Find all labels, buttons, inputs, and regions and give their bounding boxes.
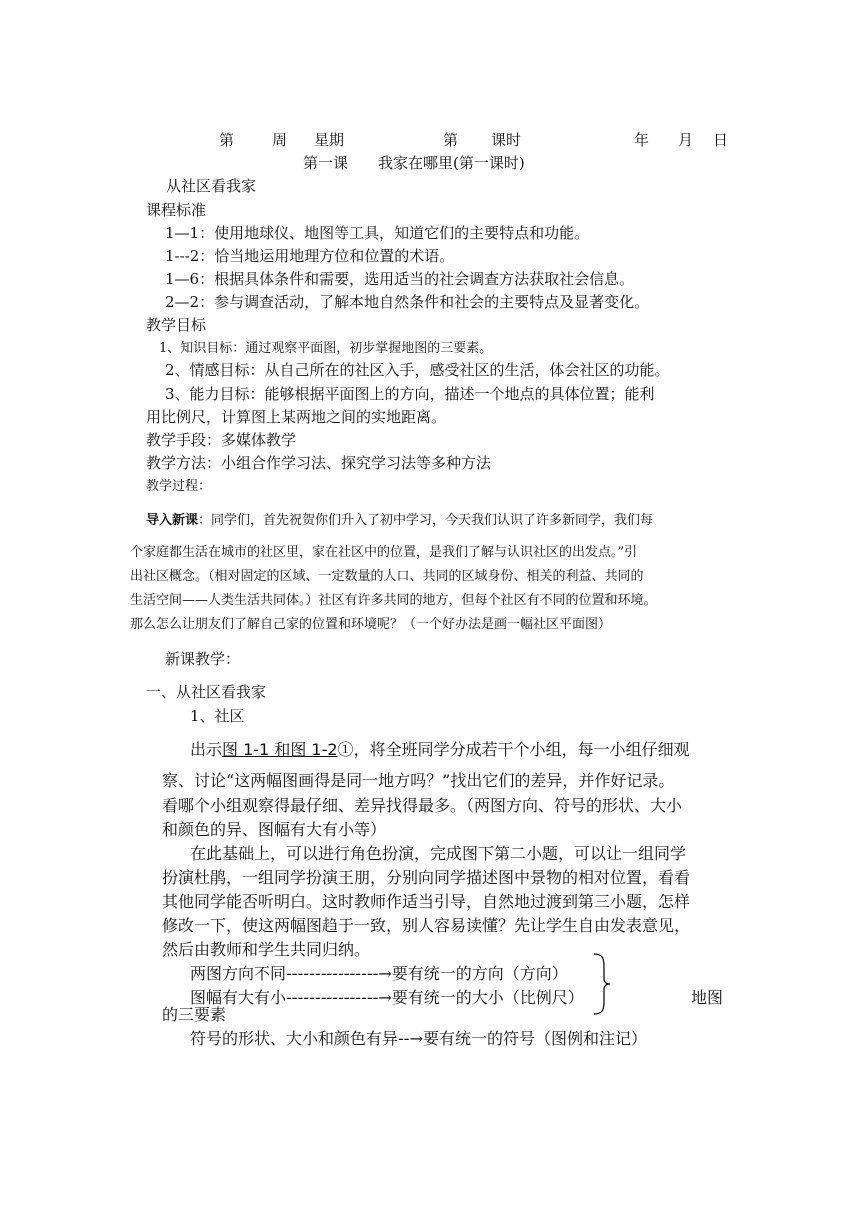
dash-line: --: [398, 1029, 410, 1048]
intro-line-4: 生活空间——人类生活共同体。）社区有许多共同的地方，但每个社区有不同的位置和环境。: [130, 593, 657, 608]
teaching-methods: 教学方法：小组合作学习法、探究学习法等多种方法: [146, 454, 492, 472]
standard-item: 1—1：使用地球仪、地图等工具，知道它们的主要特点和功能。: [165, 224, 590, 242]
objective-emotion: 2、情感目标：从自己所在的社区入手，感受社区的生活，体会社区的功能。: [165, 361, 670, 379]
intro-line-2: 个家庭都生活在城市的社区里，家在社区中的位置，是我们了解与认识社区的出发点。”引: [130, 545, 638, 560]
header-xingqi: 星期: [314, 131, 345, 149]
para2-line-5: 然后由教师和学生共同归纳。: [162, 940, 371, 959]
dash-line: ----------------: [286, 964, 379, 983]
para1-line-4: 和颜色的异、图幅有大有小等）: [162, 820, 387, 839]
figure-reference-link[interactable]: 图 1-1 和图 1-2: [222, 740, 338, 759]
objective-ability-2: 用比例尺，计算图上某两地之间的实地距离。: [146, 408, 447, 426]
para1-line-3: 看哪个小组观察得最仔细、差异找得最多。（两图方向、符号的形状、大小: [162, 796, 683, 815]
summary-row-scale: [190, 988, 584, 1007]
para2-line-4: 修改一下，使这两幅图趋于一致，别人容易读懂？先让学生自由发表意见，: [162, 916, 691, 935]
arrow-icon: →: [409, 1029, 423, 1048]
curly-brace-icon: [590, 952, 614, 1016]
teaching-means: 教学手段：多媒体教学: [146, 431, 297, 449]
header-yue: 月: [678, 131, 694, 149]
summary-right: 要有统一的方向（方向）: [391, 964, 568, 983]
para2-line-3: 其他同学能否听明白。这时教师作适当引导，自然地过渡到第三小题，怎样: [162, 892, 691, 911]
summary-right: 要有统一的符号（图例和注记）: [422, 1029, 647, 1048]
intro-line-1: [146, 513, 653, 529]
para1-rest: ，将全班同学分成若干个小组，每一小组仔细观: [353, 740, 690, 759]
summary-right: 要有统一的大小（比例尺）: [391, 988, 584, 1007]
summary-left: 两图方向不同: [190, 964, 287, 983]
objectives-heading: 教学目标: [146, 316, 207, 334]
para2-line-1: 在此基础上，可以进行角色扮演，完成图下第二小题，可以让一组同学: [190, 844, 687, 863]
summary-row-symbol: [190, 1029, 647, 1048]
para1-circled: ①: [337, 740, 354, 759]
objective-knowledge: 1、知识目标：通过观察平面图，初步掌握地图的三要素。: [159, 341, 493, 356]
para1-line-1: [190, 740, 690, 759]
intro-line-3: 出社区概念。（相对固定的区域、一定数量的人口、共同的区域身份、相关的利益、共同的: [130, 569, 644, 584]
header-keshi: 课时: [491, 131, 522, 149]
lesson-title: 第一课 我家在哪里(第一课时): [303, 154, 525, 172]
new-lesson-heading: 新课教学：: [165, 650, 241, 668]
header-di: 第: [219, 131, 235, 149]
dash-line: ----------------: [286, 988, 379, 1007]
header-di2: 第: [443, 131, 459, 149]
arrow-icon: →: [378, 988, 392, 1007]
header-ri: 日: [713, 131, 729, 149]
para2-line-2: 扮演杜鹃，一组同学扮演王朋，分别向同学描述图中景物的相对位置，看看: [162, 868, 691, 887]
standard-item: 1—6：根据具体条件和需要，选用适当的社会调查方法获取社会信息。: [165, 270, 635, 288]
intro-line-5: 那么怎么让朋友们了解自己家的位置和环境呢？（一个好办法是画一幅社区平面图）: [130, 617, 612, 632]
summary-row-direction: [190, 964, 568, 983]
intro-text: ：同学们，首先祝贺你们升入了初中学习，今天我们认识了许多新同学，我们每: [198, 513, 654, 528]
header-nian: 年: [634, 131, 650, 149]
teaching-process: 教学过程：: [146, 479, 212, 494]
summary-left: 符号的形状、大小和颜色有异: [190, 1029, 399, 1048]
para1-prefix: 出示: [190, 740, 223, 759]
section-1-heading: 一、从社区看我家: [146, 683, 267, 701]
subtitle: 从社区看我家: [166, 177, 257, 195]
standards-heading: 课程标准: [146, 201, 207, 219]
summary-tail: 地图: [691, 988, 724, 1007]
arrow-icon: →: [378, 964, 392, 983]
subsection-community: 1、社区: [190, 707, 245, 725]
intro-label: 导入新课: [146, 513, 199, 528]
objective-ability-1: 3、能力目标：能够根据平面图上的方向，描述一个地点的具体位置；能利: [165, 385, 655, 403]
para1-line-2: 察、讨论“这两幅图画得是同一地方吗？”找出它们的差异，并作好记录。: [162, 771, 675, 790]
standard-item: 2—2：参与调查活动，了解本地自然条件和社会的主要特点及显著变化。: [165, 293, 650, 311]
standard-item: 1---2：恰当地运用地理方位和位置的术语。: [165, 247, 455, 265]
summary-left: 图幅有大有小: [190, 988, 287, 1007]
header-zhou: 周: [272, 131, 288, 149]
summary-wrap: 的三要素: [162, 1005, 227, 1024]
